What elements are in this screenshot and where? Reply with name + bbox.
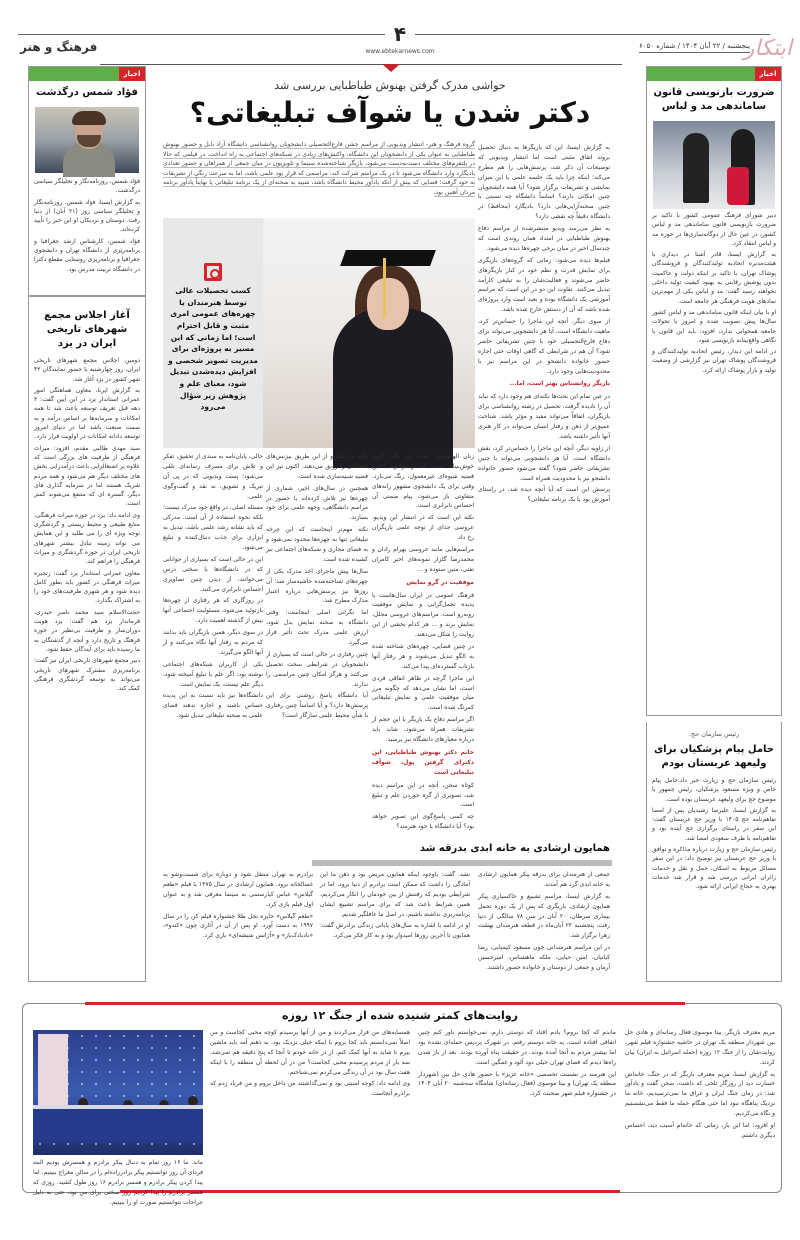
left-sidebar-news2 <box>28 296 146 982</box>
paragraph: به گزارش ایسنا، علیرضا رشیدیان پس از امضا تفاهم‌نامه حج ۱۴۰۵ با وزیر حج عربستان گفت: این سفر در راستای برگزاری حج آینده بود و تفاهم‌نامه با طرف سعودی امضا شد. <box>652 806 777 842</box>
obituary-headline[interactable]: همایون ارشادی به خانه ابدی بدرقه شد <box>419 843 610 854</box>
news-kicker: رئیس سازمان حج: <box>688 730 740 738</box>
portrait-photo <box>35 107 139 173</box>
paragraph: ماندم که کجا بروم؟ یادم افتاد که دوستی دارم، نمی‌خواستم باور کنم چنین اتفاقی افتاده است. به خانه دوستم رفتم. در شهرک پردیس حمله‌ای نشده بود اما بیشتر مردم به آنجا آمده بودند. در حقیقت پناه آورده بودند. بعد از باز شدن راه‌ها دیدم که فضای تهران خیلی دود آلود و غمگین است. <box>418 1029 616 1066</box>
photo-table <box>33 1105 203 1143</box>
paragraph: مراسم‌هایی مانند عروسی بهرام رادان و محمدرضا گلزار نمونه‌های اخیر کامران تفتی، متین ستوده و ... <box>372 546 474 573</box>
paragraph: به گزارش ایسنا، قادر آشنا در دیداری با هیئت‌مدیره اتحادیه تولیدکنندگان و فروشندگان پوشاک تهران، با تاکید بر اینکه دولت و حاکمیت بدون پوشش رقابتی به بهبود کیفیت تولید داخلی نخواهند رسید گفت: مد و لباس یکی از مهم‌ترین نمادهای هویت فرهنگی هر جامعه است. <box>652 251 776 305</box>
paragraph: در سوی دیگر، همین بازیگران باید بدانند که مردم به رفتار آنها نگاه می‌کنند و از آنها الگو می‌گیرند. <box>163 629 263 656</box>
paragraph: در روزگاری که هر رفتاری از چهره‌ها بازتولید می‌شود، مسئولیت اجتماعی آنها بیش از گذشته اهمیت دارد. <box>163 597 263 625</box>
paragraph: سید مهدی طالبی مقدم، افزود: میراث فرهنگی از ظرفیت های بزرگی است که علاوه بر اشتغالزایی باعث درآمدزایی بخش های مختلف دیگر هم می‌شود و همه مردم شریک هستند اما در سرمایه گذاری های دیگر، گستره ای که منتفع می‌شوند کمتر است. <box>34 444 140 508</box>
paragraph: دبیر مجمع شهرهای تاریخی ایران نیز گفت: برنامه‌ریزی مشترک شهرهای تاریخی می‌تواند به توسعه گردشگری فرهنگی کمک کند. <box>34 657 140 693</box>
obituary-column-1 <box>478 870 610 990</box>
bottom-column-1 <box>625 1028 775 1183</box>
paragraph: به گزارش ایسنا، این که بازیگرها به دنبال تحصیل بروند اتفاق مثبتی است اما انتشار ویدیویی که توضیحات آن ذکر شد، پرسش‌هایی را هم مطرح می‌کند؛ اینکه چرا باید یک جلسه علمی با این میزان نمایشی و تشریفات برگزار شود؟ آیا همه دانشجویان چنین امکانی دارند؟ اساساً دانشگاه چه نسبتی با چنین صحنه‌آرایی‌هایی دارد؟ بادیگارد (محافظ) در دانشگاه دقیقاً چه نقشی دارد؟ <box>478 144 610 221</box>
paragraph: او با بیان اینکه قانون ساماندهی مد و لباس کشور سال‌ها پیش تصویب شده و امروز با تحولات جامعه همخوانی ندارد، افزود: باید این قانون با نگاهی واقع‌بینانه بازنویسی شود. <box>652 308 776 344</box>
paragraph: در ادامه این دیدار، رئیس اتحادیه تولیدکنندگان و فروشندگان پوشاک تهران نیز گزارشی از وضعیت تولید و بازار پوشاک ارائه کرد. <box>652 348 776 374</box>
paragraph: در این مراسم هنرمندانی چون مسعود کیمیایی، رضا کیانیان، امین حیایی، ملکه ماهشناس، امیرحسین آرمان و جمعی از دوستان و خانواده حضور داشتند. <box>478 944 610 972</box>
news-tag: اخبار <box>755 67 781 81</box>
section-title: فرهنگ و هنر <box>20 40 98 54</box>
photo-tassel <box>383 258 386 318</box>
paragraph: این ماجرا گرچه در ظاهر اتفاقی فردی است، اما نشان می‌دهد که چگونه مرز میان موفقیت علمی و نمایش تبلیغاتی کمرنگ شده است. <box>372 674 474 712</box>
bottom-column-4 <box>33 1158 203 1206</box>
obituary-column-3 <box>163 870 313 990</box>
paragraph: رئیس سازمان حج و زیارت درباره مذاکره و توافق با وزیر حج عربستان نیز توضیح داد: در این سفر مسائل مربوط به اسکان، حمل و نقل و خدمات زائران ایرانی بررسی شد و قرار شد خدمات بهتری به حجاج ایرانی ارائه شود. <box>652 846 776 891</box>
paragraph: از زاویه دیگر، آنچه این ماجرا را حساس‌تر کرد، نقش دانشگاه است. آیا هر دانشجویی می‌تواند با چنین تشریفاتی حاضر شود؟ گفته می‌شود حضور خانواده دانشجو نیز با محدودیت همراه است. <box>478 444 610 482</box>
news-headline[interactable]: ضرورت بازنویسی قانون ساماندهی مد و لباس <box>653 87 775 112</box>
news-body <box>647 211 781 375</box>
pull-quote: کسب تحصیلات عالی توسط هنرمندان یا چهره‌های عمومی امری مثبت و قابل احترام است؛ اما زمانی که این مسیر به پروژه‌ای برای مدیریت تصویر شخصی و افزایش دیده‌شدن تبدیل شود، معنای علم و پژوهش زیر سؤال می‌رود <box>168 286 258 412</box>
bottom-headline[interactable]: روایت‌های کمتر شنیده شده از جنگ ۱۲ روزه <box>282 1009 518 1022</box>
site-url[interactable]: www.ebtekarnews.com <box>365 48 435 55</box>
red-triangle-marker <box>382 64 400 72</box>
paragraph: مسئله اصلی، در واقع خود مدرک نیست؛ بلکه نحوه استفاده از آن است. مدرکی که باید نشانه رشد علمی باشد، تبدیل به ابزاری برای جذب دنبال‌کننده و تبلیغ می‌شود. <box>163 504 263 552</box>
paragraph: نشد. گفت: باوجود اینکه همایون مریض بود و ذهن ما این آمادگی را داشت که ممکن است برادرم از دنیا برود، اما در شرایطی بودیم که رفتنش از بین خودمان را انکار می‌کردیم، همین شرایط باعث شد که برای مراسم تشییع ایشان برنامه‌ریزی نداشته باشیم. در اصل ما غافلگیر شدیم. <box>320 871 470 918</box>
paragraph: در عین تمام این بحث‌ها نکته‌ای هم وجود دارد که نباید آن را نادیده گرفت. تحصیل در رشته روانشناسی برای بازیگران، اتفاقاً می‌تواند مفید و مؤثر باشد. شناخت عمیق‌تر از ذهن و رفتار انسان می‌تواند در کار هنری آنها تأثیر داشته باشد. <box>478 393 610 440</box>
paragraph: اگر مراسم دفاع یک بازیگر با این حجم از تشریفات همراه می‌شود، شاید باید درباره معیارهای دانشگاه نیز پرسید. <box>372 716 474 744</box>
graduation-photo <box>263 218 475 448</box>
paragraph: همسایه‌های من فرار می‌کردند و من از آنها پرسیدم کوچه محبی کجاست و من اصلاً نمی‌دانستم باید کجا بروم با اینکه خیلی نزدیک بود. به ذهنم آمد باید ماشین بیرم تا شاید به آنها کمک کنم. از در خانه خودم تا آنجا که پنج دقیقه هم نمی‌شد، سه بار از مردم پرسیدم محبی کجاست؟ من در آن لحظه آن منطقه را با اینکه هفت سال بود در آن زندگی می‌کردم نمی‌شناختم. <box>210 1029 410 1076</box>
paragraph: چه کسی پاسخ‌گوی این تصویر خواهد بود؟ آیا دانشگاه یا خود هنرمند؟ <box>372 813 474 831</box>
paragraph: رئیس سازمان حج و زیارت خبر داد:حامل پیام خاص و ویژه مسعود پزشکیان، رئیس جمهور با موضوع حج برای ولیعهد عربستان بوده است. <box>652 777 776 803</box>
paragraph: او افزود: اما این بار، زمانی که خانه‌ام آسیب دید، احساس دیگری داشتم. <box>625 1122 775 1139</box>
paragraph: از سوی دیگر، آنچه این ماجرا را حساس‌تر کرد، ماهیت دانشگاه است. آیا هر دانشجویی می‌تواند برای دفاع فارغ‌التحصیلی خود با چنین تشریفاتی حاضر شود؟ آن هم در شرایطی که گاهی اوقات حتی اجازه حضور خانواده دانشجو در این مراسم نیز با محدودیت‌هایی وجود دارد. <box>478 318 610 375</box>
paragraph: این در حالی است که بسیاری از جوانانی که در دانشگاه‌ها با سختی درس می‌خوانند، از دیدن چنین تصاویری احساس نابرابری می‌کنند. <box>163 555 263 593</box>
right-sidebar-news2 <box>646 722 782 982</box>
bottom-red-rule <box>85 1002 685 1005</box>
paragraph: نکته مهم‌تر اینجاست که این چرخه تبلیغاتی تنها به چهره‌ها محدود نمی‌شود و به فضای مجازی و شبکه‌های اجتماعی نیز کشیده شده است. <box>266 526 368 563</box>
paragraph: یکی از کاربران شبکه‌های اجتماعی نوشته بود: اگر علم با تبلیغ آمیخته شود، دیگر علم نیست، یک نمایش است. <box>163 660 263 688</box>
photo-gown <box>333 308 453 468</box>
newspaper-logo: ابتکار <box>743 36 792 61</box>
paragraph: فیلم‌ها دیده می‌شود: زمانی که گروه‌های بازیگری برای نمایش قدرت و نظم خود در کنار بازیگرهای حاضر می‌شوند و فعالیت‌شان را به تبلیغی کارآمد تبدیل می‌کنند. تفاوت این دو در این است که مراسم آموزشی یک دانشگاه بوده و بعید است وارد پروژه‌ای شده باشد که آن از دستش خارج شده باشد. <box>478 256 610 314</box>
paragraph: زنان الهام‌بخش باشد، این نگاه، گروه خوش‌بینانه است، اما در مواجهه با این قضیه شیوه‌ای غیرمعمول، رنگ می‌بازد. وقتی برای یک دانشجوی مشهور رانه‌های متفاوتی باز می‌شود، پیام ضمنی آن احساس نابرابری است. <box>372 453 474 510</box>
main-rule <box>100 64 622 65</box>
paragraph: فؤاد شمس، روزنامه‌نگار و تحلیلگر سیاسی درگذشت. <box>34 178 140 195</box>
paragraph: فرهنگ عمومی در ایران سال‌هاست با پدیده تجمل‌گرایی و نمایش موفقیت روبه‌رو است. مراسم‌های عروسی مجلل، نمایش برند و ... هر کدام بخشی از این روایت را شکل می‌دهند. <box>372 591 474 639</box>
article-column-1 <box>478 143 610 843</box>
paragraph: سال‌ها پیش ماجرای اخذ مدرک یکی از چهره‌های شناخته‌شده حاشیه‌ساز شد؛ آن روزها نیز پرسش‌هایی درباره اعتبار مدارک مطرح شد. <box>266 567 368 605</box>
left-sidebar <box>28 66 146 296</box>
article-subhead: بازیگر روانشناس بهتر است، اما... <box>509 380 610 388</box>
photo-cap <box>340 250 436 266</box>
tag-green-strip <box>647 67 755 81</box>
paragraph: دانشگاه‌ها نیز باید نسبت به این پدیده حساس باشند و اجازه ندهند فضای علمی به صحنه تبلیغاتی تبدیل شود. <box>163 692 263 720</box>
paragraph: به گزارش ایسنا، فؤاد شمس، روزنامه‌نگار و تحلیلگر سیاسی روز (۲۱ آبان) از دنیا رفت. دوستان و نزدیکان او این خبر را تأیید کرده‌اند. <box>34 198 140 234</box>
paragraph: حجت‌الاسلام سید محمد ناصر حیدری، فرماندار یزد هم گفت: یزد هویت دوران‌ساز و ظرفیت بی‌نظیر در حوزه فرهنگ و تاریخ دارد و آنچه از گذشتگان به ما رسیده باید برای آیندگان حفظ شود. <box>34 608 140 653</box>
lead-text: گروه فرهنگ و هنر- انتشار ویدیویی از مراسم جشن فارغ‌التحصیلی دانشجویان روانشناسی دانشگاه آزاد بابل و حضور بهنوش طباطبایی به عنوان یکی از دانشجویان این دانشگاه، واکنش‌های زیادی در شبکه‌های اجتماعی به راه انداخت. در فیلمی که حالا در پلتفرم‌های مختلف دست‌به‌دست می‌شود، بازیگر شناخته‌شده سینما و تلویزیون در میان جمعی از همراهان و حضور تعدادی بادیگارد وارد دانشگاه می‌شود تا در یک مراسم شرکت کند. مراسمی که قرار بود علمی باشد، اما به سرعت رنگی از تشریفات به خود گرفت؛ فضایی که بیش از آنکه یادآور محیط دانشگاه باشد، شبیه به صحنه‌ای از یک برنامه تبلیغاتی یا نهایتاً یادآور برنامه مردان آهنین بود. <box>163 141 475 196</box>
quote-target-icon <box>204 263 222 281</box>
paragraph: آیا دانشگاه پاسخ روشنی برای این پرسش‌ها دارد؟ و آیا اساساً چنین رفتاری با شأن محیط علمی سازگار است؟ <box>266 692 368 720</box>
paragraph: به نظر می‌رسد ویدیو منتشرشده از مراسم دفاع بهنوش طباطبایی در امتداد همان روندی است که چندسال اخیر در میان برخی چهره‌ها دیده می‌شود. <box>478 225 610 252</box>
right-sidebar <box>646 66 782 716</box>
news-body <box>647 776 781 892</box>
news-body <box>29 356 145 693</box>
photo-banner <box>38 1034 68 1114</box>
bottom-column-2 <box>418 1028 616 1183</box>
fashion-photo <box>653 121 775 209</box>
paragraph: به گزارش ایسنا، مریم معترف بازیگر که در جنگ، خانه‌اش خسارت دید از روزگار تلخی که داشت، سخن گفت و یادآور شد: در زمان جنگ ایران و عراق ما نمی‌ترسیدیم، خانه ما نزدیک پناهگاه نبود اما حتی هنگام حمله ما فقط می‌نشستیم و نگاه می‌کردیم. <box>625 1070 775 1118</box>
paragraph: این هنرمند در نشست تخصصی «خانه عزیز» با حضور هادی حل بین (شهردار منطقه یک تهران) و بیتا موسوی (فعال رسانه‌ای) شامگاه سه‌شنبه ۲۰ آبان ۱۴۰۴ در جشنواره فیلم شهر صحبت کرد. <box>418 1070 616 1098</box>
paragraph: چنین رفتاری در حالی است که بسیاری از دانشجویان در شرایطی سخت تحصیل می‌کنند و هرگز امکان چنین مراسمی را ندارند. <box>266 650 368 688</box>
news-headline[interactable]: آغاز اجلاس مجمع شهرهای تاریخی ایران در یزد <box>44 310 130 349</box>
paragraph: معاون عمرانی استاندار یزد گفت: زنجیره میراث فرهنگی در کشور باید بطور کامل دیده شود و هر شهری ظرفیت‌های خود را به اشتراک بگذارد. <box>34 569 140 605</box>
photo-face <box>367 278 409 330</box>
paragraph: به گزارش ایرنا، معاون هماهنگی امور عمرانی استاندار یزد در این آیین گفت: ۳ دهه قبل تعریف توسعه باعث شد تا همه امکانات و سرمایه‌ها بر اساس درآمد و به سمت صنعت باشد اما در دنیای امروز توسعه دادانه امکانات در اولویت قرار دارد. <box>34 386 140 441</box>
paragraph: همچنین در سال‌های اخیر، شماری از چهره‌ها نیز تلاش کرده‌اند با حضور در مراسم دانشگاهی، وجهه علمی برای خود بسازند. <box>266 484 368 522</box>
paragraph: فؤاد شمس، کارشناس ارشد جغرافیا و برنامه‌ریزی از دانشگاه تهران و دانشجوی جغرافیا و برنامه‌ریزی روستایی مقطع دکترا در دانشگاه تربیت مدرس بود. <box>34 237 140 273</box>
conference-photo <box>33 1030 203 1155</box>
news-tag-bar <box>29 67 145 81</box>
paragraph: برادرم به تهران منتقل شود و دوباره برای شست‌وشو به غسالخانه برود. همایون ارشادی در سال ۱۳۷۵ با فیلم «طعم گیلاس» عباس کیارستمی به سینما معرفی شد و به عنوان اول فیلم بازی کرد. <box>163 871 314 908</box>
article-headline[interactable]: دکتر شدن یا شوآف تبلیغاتی؟ <box>189 96 591 129</box>
pull-quote-box <box>163 218 263 448</box>
paragraph: جلب می‌کنند و از این طریق بیزنس‌های اقتصادی را رونق می‌دهند. اکنون نیز این قضیه شبیه‌سازی شده است. <box>266 453 368 480</box>
obituary-bar <box>312 860 612 866</box>
paragraph: او در ادامه با اشاره به سال‌های پایانی زندگی برادرش گفت: همایون تا آخرین روزها امیدوار بود و به کار فکر می‌کرد. <box>320 922 470 940</box>
paragraph: «طعم گیلاس» جایزه نخل طلا جشنواره فیلم کن را در سال ۱۹۹۷ به دست آورد. او پس از آن در آثاری چون «کندو»، «بادبادک‌باز» و «آژانس شیشه‌ای» بازی کرد. <box>163 912 313 940</box>
paragraph: نکته این است که در انتشار این ویدیو، عروسی جدای از توجه علمی بازیگران رخ داد. <box>372 514 474 542</box>
paragraph: ماند. ما ۱۶ روز تمام به دنبال پیکر برادرم و همسرش بودیم البته فردای آن روز توانستیم پیکر برادرزاده‌ام را در سالن معراج ببینیم. اما پیدا کردن پیکر برادرم و همسر برادرم ۱۶ روز طول کشید. روزی که همسر برادرم را پیدا کردیم روز سختی برای من بود، حتی به دلیل جراحات نتوانستیم صورت او را ببینیم. <box>33 1159 203 1206</box>
paragraph: اما نگرانی اصلی اینجاست: وقتی دانشگاه به صحنه نمایش بدل شود، ارزش علمی مدرک تحت تأثیر قرار می‌گیرد. <box>266 609 368 647</box>
paragraph: پرسش این است که آیا آنچه دیده شد، در راستای آموزش بود یا یک برنامه تبلیغاتی؟ <box>478 486 610 504</box>
article-column-4 <box>163 452 263 838</box>
paragraph: مریم معترف بازیگر، بیتا موسوی فعال رسانه‌ای و هادی حل بین شهردار منطقه یک تهران در حاشیه جشنواره فیلم شهر، روایت‌شان را از جنگ ۱۲ روزه (حمله اسرائیل به ایران) بیان کردند. <box>625 1029 775 1066</box>
paragraph: به گزارش ایسنا، مراسم تشییع و خاکسپاری پیکر همایون ارشادی، بازیگری که پس از یک دوره تحمل بیماری سرطان، ۲۰ آبان در سن ۷۸ سالگی از دنیا رفت، پنجشنبه ۲۲ آبان‌ماه در قطعه هنرمندان بهشت زهرا برگزار شد. <box>478 892 610 940</box>
paragraph: جمعی از هنرمندان برای بدرقه پیکر همایون ارشادی به خانه ابدی گرد هم آمدند. <box>478 871 610 888</box>
obituary-column-2 <box>320 870 470 990</box>
news-headline[interactable]: فؤاد شمس درگذشت <box>36 87 138 98</box>
article-lead <box>163 140 475 214</box>
news-body <box>29 177 145 274</box>
bottom-column-3 <box>210 1028 410 1183</box>
paragraph: وی ادامه داد: کوچه امنیتی بود و نمی‌گذاشتند من داخل بروم و من فریاد زدم که برادرم آنجاست. <box>210 1080 410 1098</box>
tag-green-strip <box>29 67 119 81</box>
issue-info: پنجشنبه / ۲۲ آبان ۱۴۰۴ / شماره ۶۰۵۰ <box>639 42 750 53</box>
article-subhead: موفقیت در گرو نمایش <box>406 578 474 586</box>
page-number: ۴ <box>385 22 415 46</box>
news-headline[interactable]: حامل پیام پزشکیان برای ولیعهد عربستان بودم <box>653 744 774 769</box>
article-subhead: خانم دکتر بهنوش طباطبایی، این دکترای گرفتن پول، شوآف تبلیغاتی است <box>372 748 474 776</box>
news-tag-bar <box>647 67 781 81</box>
paragraph: کوتاه سخن، آنچه در این مراسم دیده شد، تصویری از گره خوردن علم و تبلیغ است. <box>372 781 474 809</box>
paragraph: حالی، پایان‌نامه به سندی از تحقیق، تفکر و تلاش برای مصرف رسانه‌ای تلقی می‌شود؛ پست ویدیویی که در پی آن تبریک و تشویق، نه نقد و گفت‌وگوی علمی. <box>163 453 263 500</box>
paragraph: در چنین فضایی، چهره‌های شناخته شده به الگو تبدیل می‌شوند و هر رفتار آنها بازتاب گسترده‌ای پیدا می‌کند. <box>372 643 474 670</box>
paragraph: وی ادامه داد: یزد در حوزه میراث فرهنگی، منابع طبیعی و محیط زیستی و گردشگری توجه ویژه ای را می طلبد و این همایش می تواند زمینه تبادل بیشتر شهرهای تاریخی ایران در حوزه گردشگری و میراث فرهنگی را فراهم کند. <box>34 511 140 566</box>
article-column-2 <box>372 452 474 838</box>
paragraph: دبیر شورای فرهنگ عمومی کشور با تاکید بر ضرورت بازنویسی قانون ساماندهی مد و لباس کشور، در عین حال از دوگانه‌سازی‌ها در حوزه مد و لباس انتقاد کرد. <box>652 212 776 247</box>
article-kicker: حواشی مدرک گرفتن بهنوش طباطبایی بررسی شد <box>274 79 506 92</box>
paragraph: دومین اجلاس مجمع شهرهای تاریخی ایران، روز چهارشنبه با حضور نمایندگان ۴۳ شهر کشور در یزد آغاز شد. <box>34 357 140 383</box>
article-column-3 <box>266 452 368 838</box>
news-tag: اخبار <box>119 67 145 81</box>
